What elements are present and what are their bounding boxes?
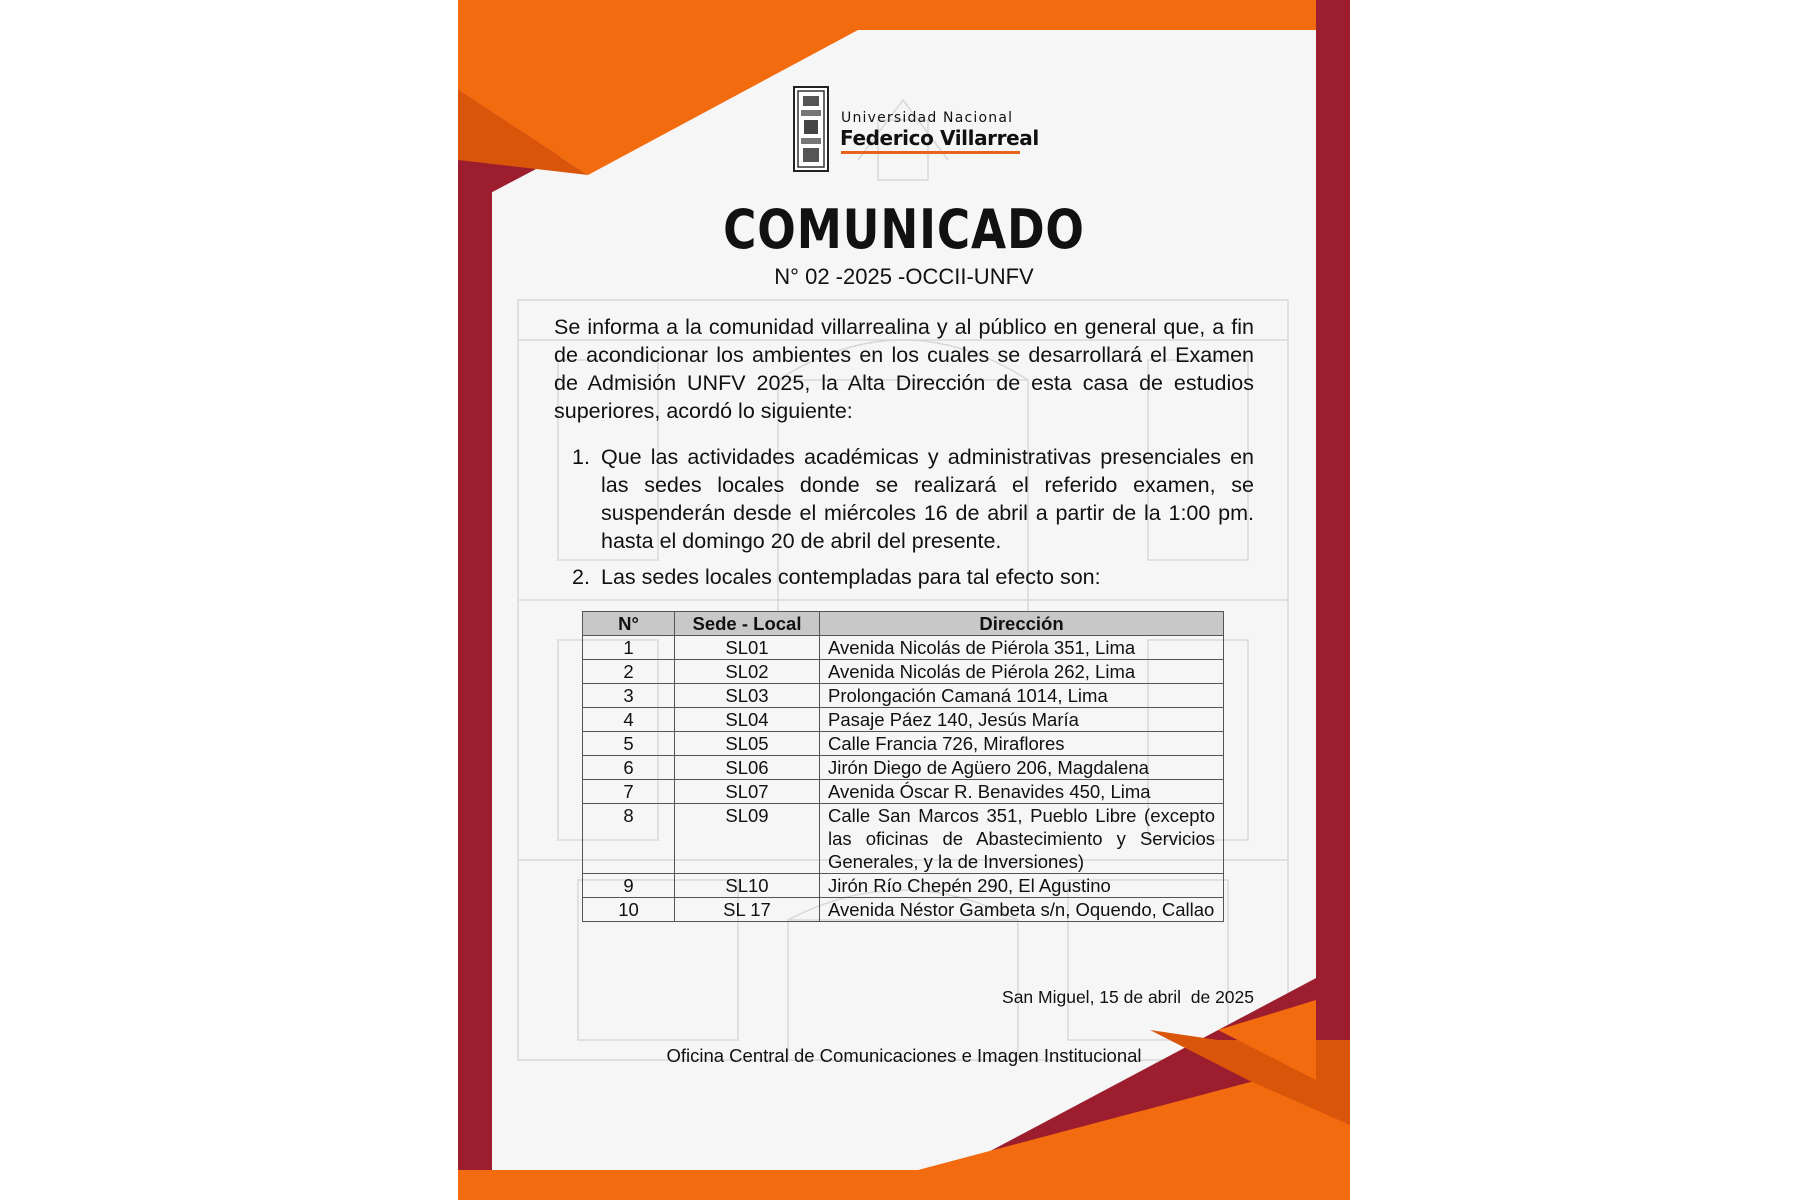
cell-direccion: Calle Francia 726, Miraflores [820, 732, 1224, 756]
list-item-number: 2. [572, 565, 590, 589]
cell-number: 6 [583, 756, 675, 780]
list-item-text: Que las actividades académicas y administrativas presenciales en las sedes locales donde se realizará el referido examen, se suspenderán desde el miércoles 16 de abril a partir de la 1:00 pm. hasta el domingo 20 de abril del presente. [601, 445, 1254, 553]
cell-direccion: Jirón Diego de Agüero 206, Magdalena [820, 756, 1224, 780]
cell-sede: SL09 [675, 804, 820, 874]
cell-direccion: Avenida Nicolás de Piérola 262, Lima [820, 660, 1224, 684]
table-header-row [583, 612, 1224, 636]
cell-sede: SL04 [675, 708, 820, 732]
cell-number: 1 [583, 636, 675, 660]
cell-direccion: Avenida Nicolás de Piérola 351, Lima [820, 636, 1224, 660]
page-title: COMUNICADO [723, 198, 1085, 261]
table-row [583, 898, 1224, 922]
cell-number: 7 [583, 780, 675, 804]
cell-sede: SL03 [675, 684, 820, 708]
cell-number: 5 [583, 732, 675, 756]
table-row [583, 780, 1224, 804]
cell-sede: SL06 [675, 756, 820, 780]
cell-number: 8 [583, 804, 675, 874]
cell-sede: SL01 [675, 636, 820, 660]
list-item-number: 1. [572, 445, 590, 469]
cell-sede: SL05 [675, 732, 820, 756]
cell-number: 4 [583, 708, 675, 732]
cell-number: 2 [583, 660, 675, 684]
list-item-text: Las sedes locales contempladas para tal efecto son: [601, 565, 1101, 589]
table-row [583, 708, 1224, 732]
cell-direccion: Pasaje Páez 140, Jesús María [820, 708, 1224, 732]
header-direccion: Dirección [820, 612, 1224, 636]
list-item [554, 443, 1254, 555]
cell-sede: SL10 [675, 874, 820, 898]
table-row [583, 684, 1224, 708]
table-row [583, 732, 1224, 756]
sedes-table [582, 611, 1224, 922]
document-number: N° 02 -2025 -OCCII-UNFV [774, 264, 1034, 289]
date-line: San Miguel, 15 de abril de 2025 [1002, 987, 1254, 1007]
cell-number: 10 [583, 898, 675, 922]
cell-sede: SL02 [675, 660, 820, 684]
issuing-office: Oficina Central de Comunicaciones e Imagen Institucional [666, 1045, 1142, 1066]
header-sede: Sede - Local [675, 612, 820, 636]
university-logo [793, 86, 1039, 176]
cell-direccion: Jirón Río Chepén 290, El Agustino [820, 874, 1224, 898]
list-item [554, 563, 1254, 593]
table-row [583, 660, 1224, 684]
logo-underline [841, 151, 1020, 154]
cell-direccion: Prolongación Camaná 1014, Lima [820, 684, 1224, 708]
cell-sede: SL 17 [675, 898, 820, 922]
table-row [583, 636, 1224, 660]
university-name-line2: Federico Villarreal [840, 126, 1039, 150]
university-name-line1: Universidad Nacional [841, 110, 1014, 126]
cell-number: 9 [583, 874, 675, 898]
cell-direccion: Avenida Óscar R. Benavides 450, Lima [820, 780, 1224, 804]
table-row [583, 874, 1224, 898]
university-emblem-icon [793, 86, 829, 172]
cell-number: 3 [583, 684, 675, 708]
table-row [583, 804, 1224, 874]
table-row [583, 756, 1224, 780]
intro-paragraph: Se informa a la comunidad villarrealina y al público en general que, a fin de acondicionar los ambientes en los cuales se desarrollará el Examen de Admisión UNFV 2025, la Alta Dirección de esta casa de estudios superiores, acordó lo siguiente: [554, 315, 1254, 423]
cell-direccion: Avenida Néstor Gambeta s/n, Oquendo, Callao [820, 898, 1224, 922]
communique-flyer [458, 0, 1350, 1200]
header-number: N° [583, 612, 675, 636]
cell-sede: SL07 [675, 780, 820, 804]
cell-direccion: Calle San Marcos 351, Pueblo Libre (excepto las oficinas de Abastecimiento y Servicios Generales, y la de Inversiones) [820, 804, 1224, 874]
